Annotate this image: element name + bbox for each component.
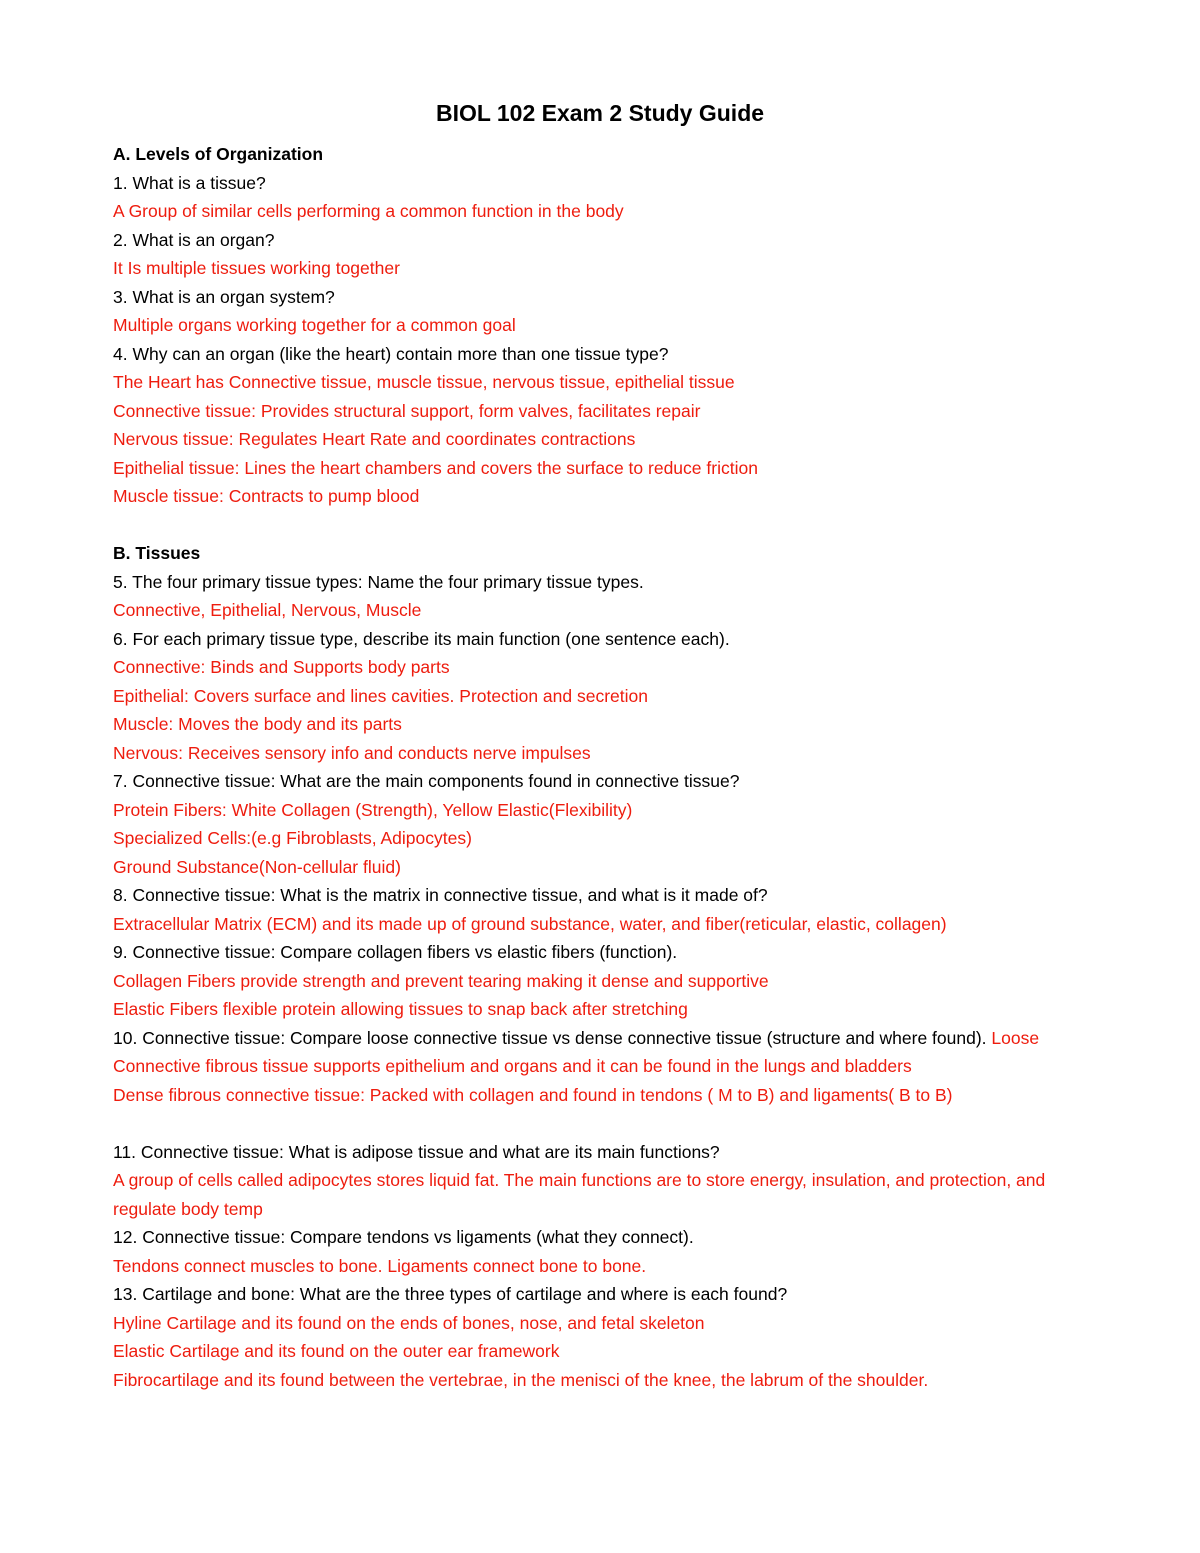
answer-2: It Is multiple tissues working together [113, 258, 400, 278]
question-6: 6. For each primary tissue type, describe its main function (one sentence each). [113, 628, 730, 649]
answer-7-line: Specialized Cells:(e.g Fibroblasts, Adipocytes) [113, 828, 472, 848]
answer-6-line: Muscle: Moves the body and its parts [113, 714, 402, 734]
question-10 [113, 1024, 1073, 1081]
question-1: 1. What is a tissue? [113, 172, 266, 193]
document-title: BIOL 102 Exam 2 Study Guide [435, 100, 765, 126]
question-8: 8. Connective tissue: What is the matrix in connective tissue, and what is it made of? [113, 885, 768, 905]
answer-8: Extracellular Matrix (ECM) and its made up of ground substance, water, and fiber(reticular, elastic, collagen) [113, 913, 947, 934]
answer-12: Tendons connect muscles to bone. Ligaments connect bone to bone. [113, 1255, 647, 1276]
answer-4-line: Muscle tissue: Contracts to pump blood [113, 486, 420, 506]
answer-4-line: The Heart has Connective tissue, muscle tissue, nervous tissue, epithelial tissue [113, 372, 735, 392]
answer-6-line: Epithelial: Covers surface and lines cavities. Protection and secretion [113, 685, 648, 706]
answer-10b: Dense fibrous connective tissue: Packed with collagen and found in tendons ( M to B) and ligaments( B to B) [113, 1084, 953, 1105]
answer-9-line: Elastic Fibers flexible protein allowing tissues to snap back after stretching [113, 999, 688, 1019]
answer-10-inline: Loose Connective fibrous tissue supports epithelium and organs and it can be found in the lungs and bladders [113, 1027, 1040, 1076]
answer-13-line: Hyline Cartilage and its found on the ends of bones, nose, and fetal skeleton [113, 1312, 705, 1333]
answer-6-line: Connective: Binds and Supports body parts [113, 657, 450, 677]
answer-1: A Group of similar cells performing a common function in the body [113, 201, 624, 221]
question-12: 12. Connective tissue: Compare tendons vs ligaments (what they connect). [113, 1227, 694, 1247]
document-body [113, 140, 1073, 1394]
answer-11: A group of cells called adipocytes stores liquid fat. The main functions are to store energy, insulation, and protection, and regulate body temp [113, 1170, 1046, 1219]
answer-4-line: Epithelial tissue: Lines the heart chambers and covers the surface to reduce friction [113, 457, 758, 478]
answer-13-line: Fibrocartilage and its found between the vertebrae, in the menisci of the knee, the labrum of the shoulder. [113, 1369, 929, 1390]
section-a-heading: A. Levels of Organization [113, 144, 324, 164]
question-2: 2. What is an organ? [113, 229, 275, 250]
answer-13-line: Elastic Cartilage and its found on the outer ear framework [113, 1341, 560, 1361]
question-9: 9. Connective tissue: Compare collagen fibers vs elastic fibers (function). [113, 942, 678, 962]
question-11: 11. Connective tissue: What is adipose tissue and what are its main functions? [113, 1141, 720, 1162]
question-10-text: 10. Connective tissue: Compare loose connective tissue vs dense connective tissue (structure and where found). [113, 1027, 987, 1048]
question-13: 13. Cartilage and bone: What are the three types of cartilage and where is each found? [113, 1284, 788, 1304]
answer-7-line: Ground Substance(Non-cellular fluid) [113, 856, 401, 877]
question-5: 5. The four primary tissue types: Name the four primary tissue types. [113, 571, 644, 592]
question-4: 4. Why can an organ (like the heart) contain more than one tissue type? [113, 343, 669, 364]
answer-4-line: Connective tissue: Provides structural support, form valves, facilitates repair [113, 400, 701, 421]
spacer [113, 1109, 1073, 1138]
section-b-heading: B. Tissues [113, 543, 201, 563]
answer-3: Multiple organs working together for a common goal [113, 315, 516, 335]
question-3: 3. What is an organ system? [113, 286, 335, 307]
answer-4-line: Nervous tissue: Regulates Heart Rate and coordinates contractions [113, 429, 636, 449]
spacer [113, 511, 1073, 540]
answer-5: Connective, Epithelial, Nervous, Muscle [113, 600, 422, 620]
answer-9-line: Collagen Fibers provide strength and prevent tearing making it dense and supportive [113, 970, 769, 991]
answer-7-line: Protein Fibers: White Collagen (Strength), Yellow Elastic(Flexibility) [113, 799, 633, 820]
question-7: 7. Connective tissue: What are the main components found in connective tissue? [113, 771, 740, 791]
answer-6-line: Nervous: Receives sensory info and conducts nerve impulses [113, 742, 591, 763]
